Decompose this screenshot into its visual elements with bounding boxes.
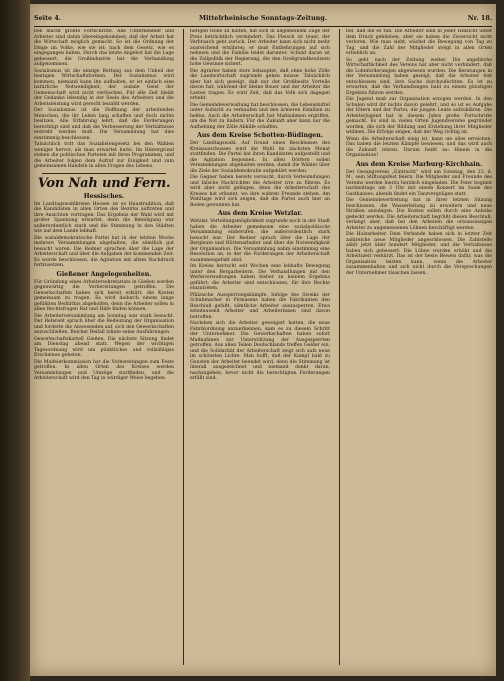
article-paragraph: ben macht größte Fortschritte. Alle Unternehmer und Arbeiter sind dahin übereingekommen, daß der Arbeit hat die Wirtschaft möglich gemacht. So ist die Ordnung der Dinge im Volke, wie sie ist; nach dem Gesetz, wie es eingegangen haben. Durch das letzte Angebot hat die Lage gebessert, die Großindustrie hat die Verhandlung aufgenommen. (34, 29, 174, 67)
column-divider (339, 29, 340, 665)
article-paragraph: Sozialismus ist die einzige Rettung aus dem Unheil der heutigen Wirtschaftsformen. Der Sozialismus wird kommen, niemand kann ihn aufhalten, er ist einfach eine natürliche Notwendigkeit, der soziale Geist der Gemeinschaft wird nicht verlöschen. Für alle Zeit bleibt der Gedanke lebendig in der Seele des Arbeiters und die Arbeitsleistung wird gerecht bezahlt werden. (34, 68, 174, 107)
article-paragraph: Gewerkschaftskartell Gießen. Die nächste Sitzung findet am Dienstag abend statt. Wegen der wichtigen Tagesordnung wird um pünktliches und vollzähliges Erscheinen gebeten. (34, 336, 174, 358)
article-paragraph: Die Gemeindevertretung hat in ihrer letzten Sitzung beschlossen, die Wasserleitung zu erweitern und neue Straßen anzulegen. Die Kosten sollen durch eine Anleihe gedeckt werden. Die Arbeiterschaft begrüßt diesen Beschluß, verlangt aber, daß bei den Arbeiten die ortsansässigen Arbeiter zu angemessenen Löhnen beschäftigt werden. (346, 198, 492, 231)
article-paragraph: Die Agrarier haben stets behauptet, daß ohne hohe Zölle die Landwirtschaft zugrunde gehen müsse. Tatsächlich aber hat sich gezeigt, daß nur der Großbesitz Vorteile davon hat, während der kleine Bauer und der Arbeiter die Lasten tragen. Es wird Zeit, daß das Volk sich dagegen erhebt. (190, 68, 330, 101)
article-paragraph: herigen Höhe zu halten, hat sich in allgemeinem Zuge der Preis beträchtlich vermindert. Das Fleisch ist teuer, der Verbrauch geht zurück. Der Arbeiter kann sich nicht mehr ausreichend ernähren; er muß Entbehrungen auf sich nehmen und die Familie leidet darunter. Schuld daran ist die Zollpolitik der Regierung, die den Großgrundbesitzern hohe Gewinne sichert. (190, 29, 330, 67)
article-paragraph: So geht nach der Zeitung weiter. Die angebliche Wirtschaftlichkeit des Vereins hat aber nicht verhindert, daß die Lohnforderungen abgewiesen wurden. Die Beratungen in der Versammlung haben gezeigt, daß die Arbeiter fest entschlossen sind, ihre Sache durchzufechten. Es ist zu erwarten, daß die Verhandlungen bald zu einem günstigen Ergebnis führen werden. (346, 57, 492, 96)
header-rule (34, 26, 492, 27)
newspaper-page (30, 4, 496, 676)
issue-number: Nr. 18. (467, 14, 492, 22)
section-rule (42, 173, 166, 174)
article-paragraph: Der Sozialismus ist die Hoffnung der arbeitenden Menschen, die ihr Leben lang schaffen und doch nichts besitzen. Alle Erfahrung lehrt, daß die Forderungen berechtigt sind und daß die Verbesserung der Verhältnisse erstrebt werden muß. Die Versammlung hat dies einstimmig beschlossen. (34, 108, 174, 141)
column-left (34, 29, 174, 669)
article-paragraph: Wenn die Arbeiterschaft einig ist, kann sie alles erreichen. Das haben die letzten Kämpfe bewiesen, und das wird auch die Zukunft lehren. Darum heißt es: Hinein in die Organisation! (346, 136, 492, 158)
column-divider (183, 29, 184, 665)
article-paragraph: Für Gründung eines Arbeitersekretariats in Gießen werden gegenwärtig die Vorbereitungen getroffen. Die Gewerkschaften haben sich bereit erklärt, die Kosten gemeinsam zu tragen. Es wird dadurch einem lange gefühlten Bedürfnis abgeholfen, denn die Arbeiter sollen in allen Rechtsfragen Rat und Hilfe finden können. (34, 279, 174, 312)
subsection-heading: Aus dem Kreise Schotten-Büdingen. (197, 132, 323, 139)
article-paragraph: Die Gegner haben bereits versucht, durch Verleumdungen und falsche Nachrichten die Arbeiter irre zu führen. Es wird aber nicht gelingen, denn die Arbeiterschaft des Kreises hat erkannt, wo ihre wahren Freunde stehen. Am Wahltage wird sich zeigen, daß die Partei auch hier an Boden gewonnen hat. (190, 175, 330, 208)
article-paragraph: Der Gesangverein „Eintracht“ wird am Sonntag, den 23. d. M., sein Stiftungsfest feiern. Die Mitglieder und Freunde des Vereins werden hierzu herzlich eingeladen. Die Feier beginnt nachmittags um 3 Uhr mit einem Konzert im Saale des Gasthauses; abends findet ein Tanzvergnügen statt. (346, 169, 492, 197)
section-title: Von Nah und Fern. (37, 175, 171, 191)
article-paragraph: Wetzlar. Verteilungsmöglichkeit zugrunde noch in der Stadt haben die Arbeiter gemeinsam eine sozialpolitische Versammlung einberufen, die außerordentlich stark besucht war. Der Redner sprach über die Lage der Bergleute und Hüttenarbeiter und über die Notwendigkeit der Organisation. Die Versammlung nahm einstimmig eine Resolution an, in der die Forderungen der Arbeiterschaft zusammengefaßt sind. (190, 219, 330, 263)
article-paragraph: Die Maifeierkommission hat die Vorbereitungen zum Feste getroffen. In allen Orten des Kreises werden Versammlungen und Umzüge stattfinden, und die Arbeiterschaft wird den Tag in würdiger Weise begehen. (34, 359, 174, 381)
page-header (34, 14, 492, 26)
subsection-heading: Gießener Angelegenheiten. (56, 270, 152, 278)
subsection-heading: Hessisches. (83, 192, 125, 200)
article-paragraph: Nachdem sich die Arbeiter geweigert hatten, die neue Fabrikordnung anzuerkennen, kam es zu diesem Schritt der Unternehmer. Die Gewerkschaften haben sofort Maßnahmen zur Unterstützung der Ausgesperrten getroffen. Aus allen Teilen Deutschlands treffen Gelder ein, und die Solidarität der Arbeiterschaft zeigt sich aufs neue im schönsten Lichte. Man hofft, daß der Kampf bald zu Gunsten der Arbeiter beendet wird, denn die Stimmung ist überall ausgezeichnet und niemand denkt daran, nachzugeben, bevor nicht die berechtigten Forderungen erfüllt sind. (190, 321, 330, 381)
subsection-heading: Aus dem Kreise Wetzlar. (217, 210, 303, 217)
article-paragraph: Die Jugend muß zur Organisation erzogen werden. In den Schulen wird ihr nichts davon gelehrt, und so ist es Aufgabe der Eltern und der Partei, die jungen Leute aufzuklären. Die Arbeiterjugend hat in diesem Jahre große Fortschritte gemacht. Es sind in vielen Orten Jugendvereine gegründet worden, die sich der Bildung und Erziehung ihrer Mitglieder widmen. Die Erfolge zeigen, daß der Weg richtig ist. (346, 97, 492, 135)
article-paragraph: Pfälzische Aussperrungskämpfe. Infolge des Streiks der Schuhmacher in Pirmasens haben die Fabrikanten den Beschluß gefaßt, sämtliche Arbeiter auszusperren. Etwa zehntausend Arbeiter und Arbeiterinnen sind davon betroffen. (190, 292, 330, 320)
subsection-heading: Aus dem Kreise Marburg-Kirchhain. (355, 160, 483, 168)
article-paragraph: Im Landtagswahlkreise Hessen ist es Haustradition, daß die Kandidaten in allen Orten des Bezirks auftreten und ihre Ansichten vortragen. Das Ergebnis der Wahl wird mit großer Spannung erwartet, denn die Beteiligung war außerordentlich stark und die Stimmung in den Städten wie auf dem Lande lebhaft. (34, 201, 174, 234)
article-paragraph: Tatsächlich tritt das Sozialistengesetz bei den Wahlen weniger hervor, als man erwartet hatte. Im Hintergrund stehen die politischen Parteien mit ihren Programmen, und die Arbeiter folgen dem Aufruf zur Einigkeit und zum gemeinsamen Handeln in allen Fragen des Lebens. (34, 142, 174, 169)
page-number: Seite 4. (34, 14, 62, 22)
newspaper-title: Mittelrheinische Sonntags-Zeitung. (199, 14, 327, 22)
article-paragraph: Die Arbeiterversammlung am Sonntag war stark besucht. Der Referent sprach über die Bedeutung der Organisation und forderte die Anwesenden auf, sich den Gewerkschaften anzuschließen. Reicher Beifall lohnte seine Ausführungen. (34, 313, 174, 335)
column-middle (190, 29, 330, 669)
column-right (346, 29, 492, 669)
article-paragraph: Die Gemeindeverwaltung hat beschlossen, die Lebensmittel unter Aufsicht zu verkaufen und den ärmeren Familien zu helfen. Auch die Arbeiterschaft hat Maßnahmen ergriffen, um die Not zu lindern. Für die Zukunft aber kann nur die Aufhebung der Zölle Abhilfe schaffen. (190, 102, 330, 130)
article-paragraph: fiel, daß die es tun. Die Arbeiter sind in jeder Hinsicht unter dem Druck geblieben, aber sie haben die Zuversicht nicht verloren. Wie man sieht, wächst die Bewegung von Tag zu Tag, und die Zahl der Mitglieder steigt in allen Orten erheblich an. (346, 29, 492, 56)
article-paragraph: Die Holzarbeiter. Dem Verbande haben sich in letzter Zeit zahlreiche neue Mitglieder angeschlossen. Die Zahlstelle zählt jetzt über hundert Mitglieder, und die Verhältnisse haben sich gebessert. Die Löhne wurden erhöht und die Arbeitszeit verkürzt. Das ist der beste Beweis dafür, was die Organisation leisten kann, wenn die Arbeiter zusammenhalten und sich nicht durch die Versprechungen der Unternehmer täuschen lassen. (346, 232, 492, 276)
article-paragraph: Der Landtagswahl. Auf Grund eines Beschlusses des Kreisausschusses wird die Wahl im nächsten Monat stattfinden. Die Partei hat ihren Kandidaten aufgestellt und die Agitation begonnen. In allen Dörfern sollen Versammlungen abgehalten werden, damit die Wähler über die Ziele der Sozialdemokratie aufgeklärt werden. (190, 141, 330, 174)
book-spine (0, 0, 30, 681)
article-paragraph: Im Kreise herrscht seit Wochen eine lebhafte Bewegung unter den Bergarbeitern. Die Verhandlungen mit den Werksverwaltungen haben bisher zu keinem Ergebnis geführt; die Arbeiter sind entschlossen, für ihre Rechte einzutreten. (190, 264, 330, 291)
article-paragraph: Die sozialdemokratische Partei hat in der letzten Woche mehrere Versammlungen abgehalten, die sämtlich gut besucht waren. Die Redner sprachen über die Lage der Arbeiterschaft und über die Aufgaben der kommenden Zeit. Es wurde beschlossen, die Agitation mit allem Nachdruck fortzusetzen. (34, 235, 174, 268)
